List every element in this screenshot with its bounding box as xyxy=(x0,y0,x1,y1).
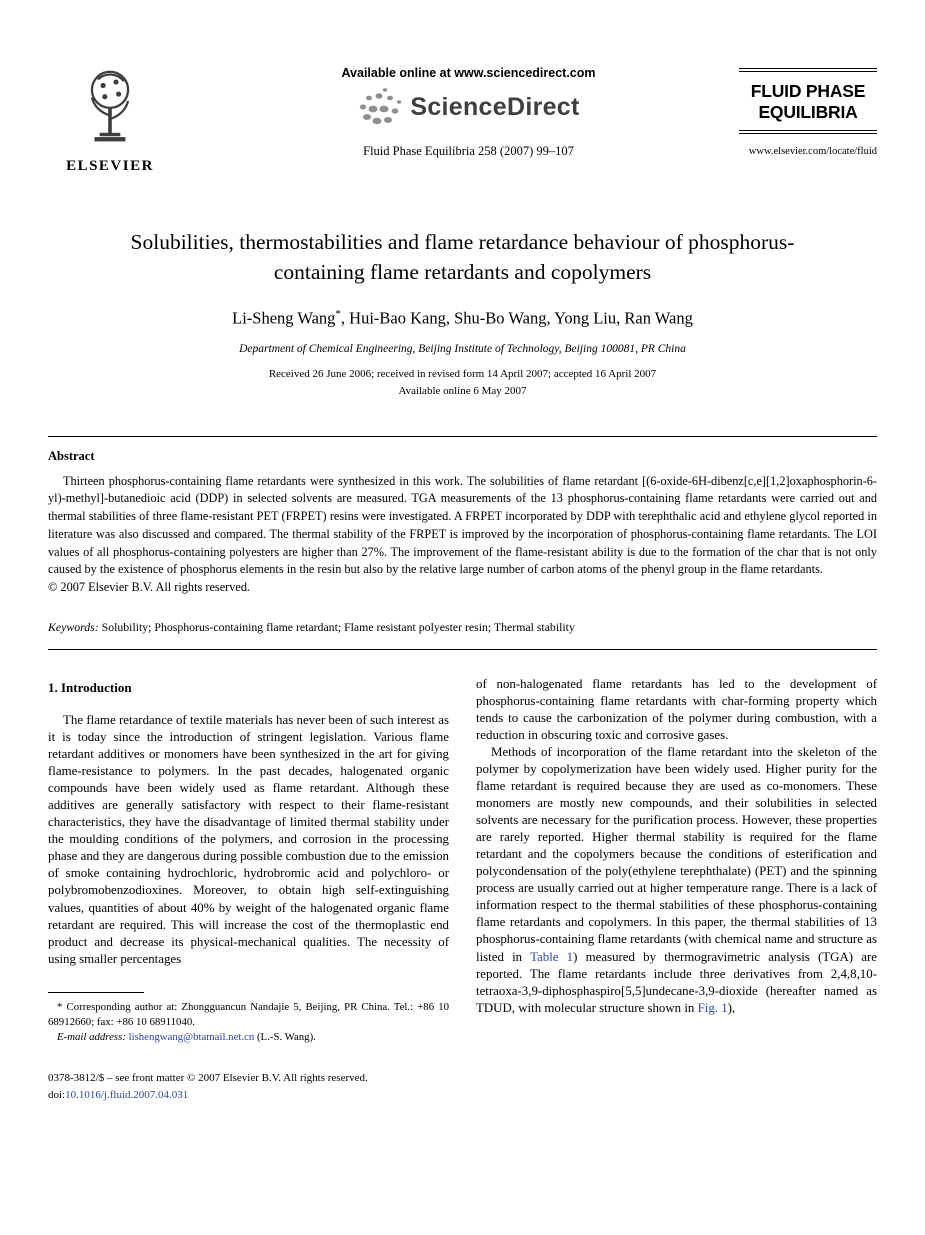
doi-link[interactable]: 10.1016/j.fluid.2007.04.031 xyxy=(65,1088,189,1101)
affiliation: Department of Chemical Engineering, Beijing Institute of Technology, Beijing 100081, PR China xyxy=(239,342,686,355)
divider-bottom xyxy=(739,130,877,134)
header-center xyxy=(198,64,739,159)
header-left xyxy=(48,64,198,175)
elsevier-tree-icon xyxy=(66,64,154,150)
email-suffix: (L.-S. Wang). xyxy=(254,1031,316,1044)
intro-paragraph-1: The flame retardance of textile materials has never been of such interest as it is today since the introduction of stringent legislation. Various flame retardant additives or monomers have been synthesized in the art for giving flame-resistance to polymers. In the past decades, halogenated organic compounds have been widely used as flame retardant. Although these additives are generally satisfactory with respect to their flame-resistant characteristics, they have the disadvantage of limited thermal stability under the moulding conditions of the polymers, and corrosion in the processing phase and they are dangerous during possible combustion due to the emission of smoke containing hydrochloric, hydrobromic acid and polychloro- or polybromobenzodioxines. Moreover, to obtain high self-extinguishing values, quantities of about 40% by weight of the halogenated organic flame retardant are required. This will increase the cost of the thermoplastic end product and decrease its physical-mechanical qualities. The necessity of using smaller percentages xyxy=(48,713,449,966)
intro-paragraph-3-text-b: ) measured by thermogravimetric analysis (TGA) are reported. The flame retardants include three derivatives from 2,4,8,10-tetraoxa-3,9-diphosphaspiro[5,5]undecane-3,9-dioxide (hereafter named as TDUD, with molecular structure shown in xyxy=(476,949,877,1015)
footnote-email-line xyxy=(48,1030,449,1045)
intro-paragraph-2: of non-halogenated flame retardants has led to the development of phosphorus-containing flame retardants with char-forming property which tends to cause the carbonization of the polymer during combustion, with a reduction in obscuring toxic and corrosive gases. xyxy=(476,677,877,743)
email-label: E-mail address: xyxy=(57,1031,126,1044)
section-heading-introduction: 1. Introduction xyxy=(48,680,132,695)
keywords-label: Keywords: xyxy=(48,620,99,634)
journal-header xyxy=(48,64,877,175)
author-corresponding: Li-Sheng Wang xyxy=(232,308,336,328)
available-online-text: Available online at www.sciencedirect.com xyxy=(341,66,596,80)
intro-paragraph-3 xyxy=(476,744,877,1017)
abstract-top-divider xyxy=(48,436,877,437)
abstract-text: Thirteen phosphorus-containing flame retardants were synthesized in this work. The solubilities of flame retardant [(6-oxide-6H-dibenz[c,e][1,2]oxaphosphorin-6-yl)-methyl]-butanedioic acid (DDP) in selected solvents are measured. TGA measurements of the 13 phosphorus-containing flame retardants were carried out and thermal stabilities of three flame-resistant PET (FRPET) resins were investigated. A FRPET incorporated by DDP with terephthalic acid and ethylene glycol reported in literature was also discussed and compared. The thermal stability of the FRPET is improved by the incorporation of phosphorus-containing flame retardants. The LOI values of all phosphorus-containing polyesters are higher than 27%. The improvement of the flame-resistant ability is due to the formation of the char that is not only caused by the existence of phosphorus elements in the resin but also by the relative large number of carbon atoms of the phenyl group in the flame retardants. xyxy=(48,473,877,577)
sciencedirect-wordmark: ScienceDirect xyxy=(410,92,580,121)
fig-1-link[interactable]: Fig. 1 xyxy=(697,1000,728,1015)
elsevier-logo xyxy=(62,64,158,175)
imprint-footer xyxy=(48,1070,877,1104)
footnote-divider xyxy=(48,992,144,993)
doi-line xyxy=(48,1087,877,1104)
available-online-date: Available online 6 May 2007 xyxy=(398,384,527,397)
journal-homepage-url[interactable]: www.elsevier.com/locate/fluid xyxy=(748,146,877,158)
email-link[interactable]: lishengwang@btamail.net.cn xyxy=(128,1031,255,1044)
received-dates: Received 26 June 2006; received in revised form 14 April 2007; accepted 16 April 2007 xyxy=(268,367,657,380)
keywords-line xyxy=(48,620,877,635)
intro-paragraph-3-text-c: ), xyxy=(727,1000,736,1015)
body-columns xyxy=(48,676,877,1046)
author-byline xyxy=(48,308,877,329)
sciencedirect-dots-icon xyxy=(357,87,403,127)
issn-copyright-line: 0378-3812/$ – see front matter © 2007 Elsevier B.V. All rights reserved. xyxy=(48,1071,368,1084)
journal-citation: Fluid Phase Equilibria 258 (2007) 99–107 xyxy=(363,144,574,158)
column-right xyxy=(476,676,877,1046)
footnote-contact: * Corresponding author at: Zhongguancun Nandajie 5, Beijing, PR China. Tel.: +86 10 68912660; fax: +86 10 68911040. xyxy=(48,1000,449,1028)
abstract-copyright: © 2007 Elsevier B.V. All rights reserved. xyxy=(48,580,251,594)
doi-label: doi: xyxy=(48,1088,66,1101)
elsevier-wordmark: ELSEVIER xyxy=(66,158,154,174)
corresponding-author-footnote xyxy=(48,992,449,1046)
journal-logo-line2: EQUILIBRIA xyxy=(758,101,858,122)
keywords-text: Solubility; Phosphorus-containing flame retardant; Flame resistant polyester resin; Thermal stability xyxy=(98,620,575,634)
keywords-bottom-divider xyxy=(48,649,877,650)
article-history xyxy=(48,366,877,400)
abstract-heading: Abstract xyxy=(48,448,95,463)
header-right xyxy=(739,64,877,157)
article-title: Solubilities, thermostabilities and flame retardance behaviour of phosphorus-containing flame retardants and copolymers xyxy=(130,230,795,285)
journal-cover-logo xyxy=(739,72,877,130)
authors-rest: , Hui-Bao Kang, Shu-Bo Wang, Yong Liu, Ran Wang xyxy=(340,308,693,328)
table-1-link[interactable]: Table 1 xyxy=(530,949,574,964)
journal-logo-line1: FLUID PHASE xyxy=(750,81,866,101)
column-left xyxy=(48,676,449,1046)
sciencedirect-logo xyxy=(198,87,739,127)
corresponding-author-asterisk[interactable]: * xyxy=(335,308,341,321)
intro-paragraph-3-text-a: Methods of incorporation of the flame retardant into the skeleton of the polymer by copolymerization have been widely used. Higher purity for the flame retardant is required because they are used as co-monomers. These monomers are mostly new compounds, and their solubilities in selected solvents are necessary for the purification process. However, these properties are rarely reported. Higher thermal stability is required for the flame retardant and the copolymers because the conditions of esterification and polycondensation of the poly(ethylene terephthalate) (PET) and the spinning process are usually carried out at higher temperature range. There is a lack of information respect to the thermal stabilities of these phosphorus-containing flame retardants and copolymers. In this paper, the thermal stabilities of 13 phosphorus-containing flame retardants (with chemical name and structure as listed in xyxy=(476,745,877,964)
